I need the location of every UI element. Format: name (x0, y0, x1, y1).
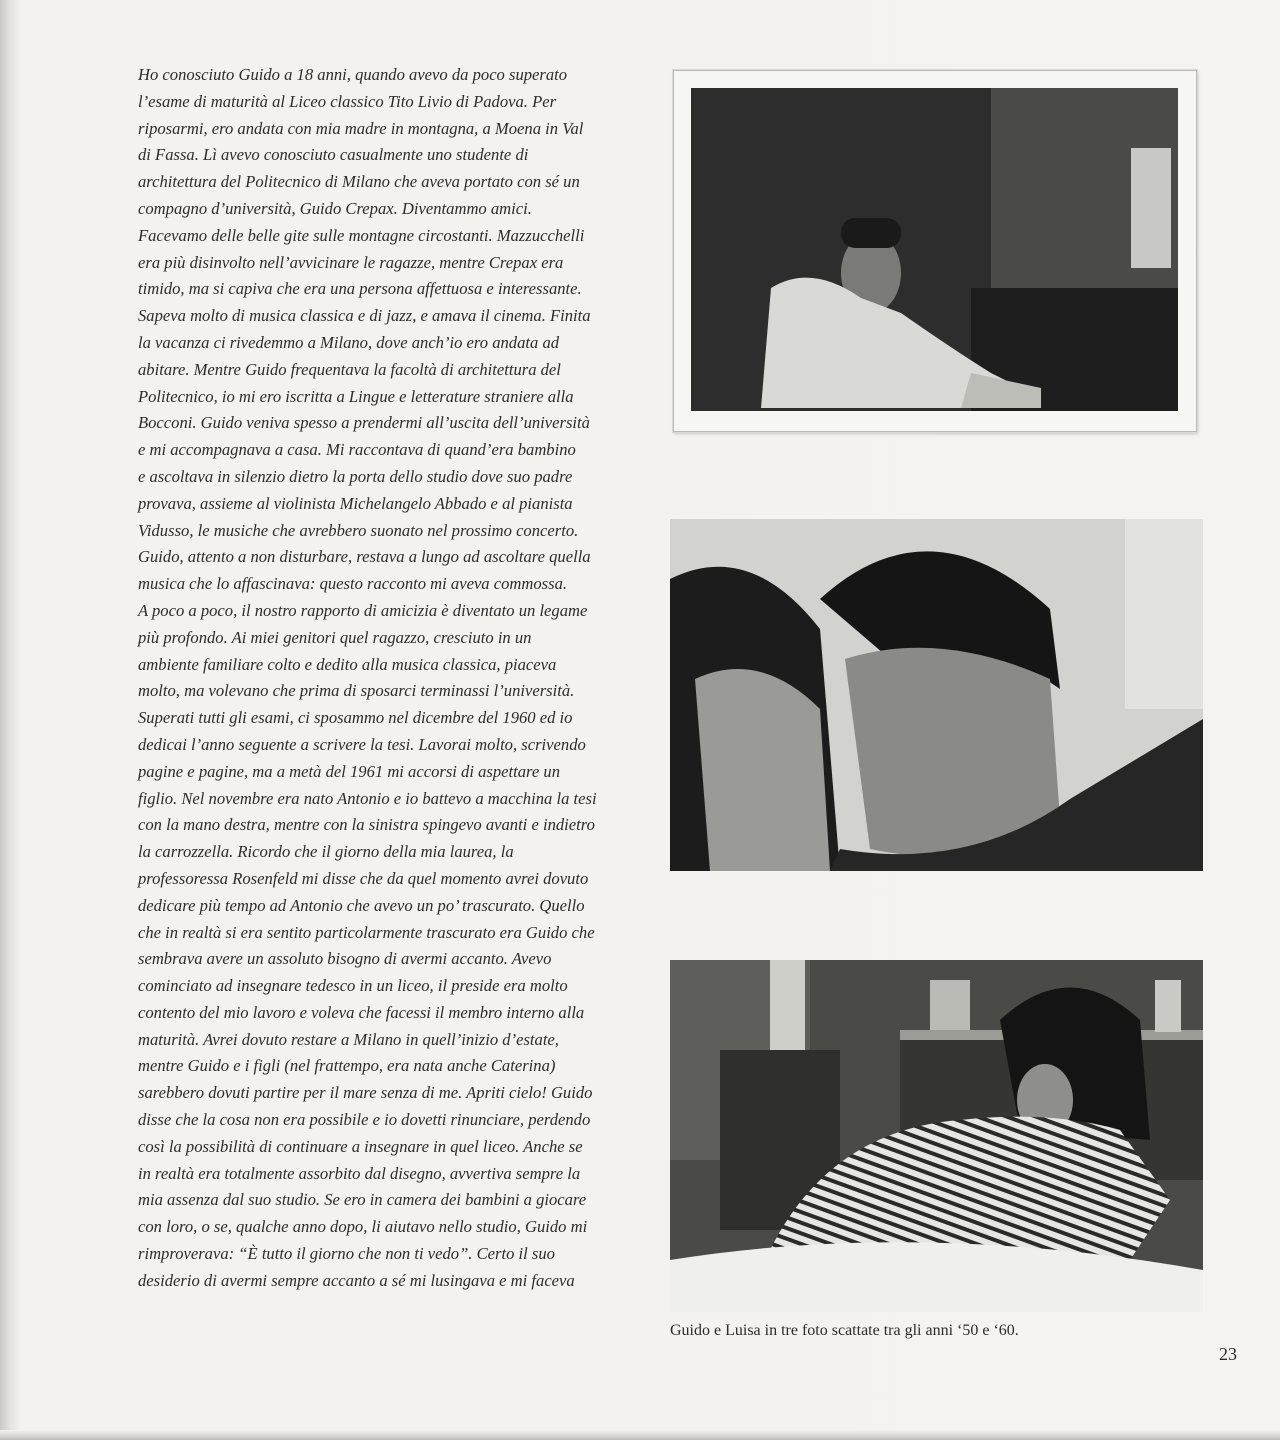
text-line: così la possibilità di continuare a insegnare in quel liceo. Anche se (138, 1136, 583, 1156)
text-line: contento del mio lavoro e voleva che facessi il membro interno alla (138, 1002, 585, 1022)
text-line: Ho conosciuto Guido a 18 anni, quando avevo da poco superato (138, 65, 568, 84)
text-line: sembrava avere un assoluto bisogno di avermi accanto. Avevo (138, 949, 552, 969)
photo-luisa-striped-shirt-image (670, 960, 1203, 1312)
text-line: disse che la cosa non era possibile e io dovetti rinunciare, perdendo (138, 1110, 591, 1130)
photo-guido-and-luisa-closeup (670, 519, 1203, 871)
text-line: timido, ma si capiva che era una persona affettuosa e interessante. (138, 279, 582, 299)
page-bottom-edge (0, 1430, 1280, 1440)
page-number: 23 (1219, 1344, 1237, 1364)
text-line: sarebbero dovuti partire per il mare senza di me. Apriti cielo! Guido (138, 1083, 593, 1103)
text-line: più profondo. Ai miei genitori quel ragazzo, cresciuto in un (138, 627, 532, 647)
text-line: figlio. Nel novembre era nato Antonio e io battevo a macchina la tesi (138, 788, 597, 808)
text-line: la carrozzella. Ricordo che il giorno della mia laurea, la (138, 842, 514, 862)
text-line: era più disinvolto nell’avvicinare le ragazze, mentre Crepax era (138, 252, 564, 272)
text-line: Superati tutti gli esami, ci sposammo nel dicembre del 1960 ed io (138, 708, 573, 728)
photo-guido-at-table (691, 88, 1178, 411)
text-line: musica che lo affascinava: questo racconto mi aveva commossa. (138, 574, 568, 594)
photo-caption: Guido e Luisa in tre foto scattate tra gli anni ‘50 e ‘60. (670, 1322, 1019, 1339)
text-line: cominciato ad insegnare tedesco in un liceo, il preside era molto (138, 976, 568, 996)
text-line: Facevamo delle belle gite sulle montagne circostanti. Mazzucchelli (138, 225, 585, 245)
photo-guido-at-table-image (691, 88, 1178, 411)
text-line: A poco a poco, il nostro rapporto di amicizia è diventato un legame (138, 600, 588, 620)
text-line: Bocconi. Guido veniva spesso a prendermi all’uscita dell’università (138, 413, 590, 433)
body-text (138, 62, 648, 1295)
text-line: di Fassa. Lì avevo conosciuto casualmente uno studente di (138, 145, 529, 165)
text-line: Guido, attento a non disturbare, restava a lungo ad ascoltare quella (138, 547, 591, 567)
text-line: la vacanza ci rivedemmo a Milano, dove anch’io ero andata ad (138, 332, 560, 352)
text-line: in realtà era totalmente assorbito dal disegno, avvertiva sempre la (138, 1163, 581, 1183)
text-line: mia assenza dal suo studio. Se ero in camera dei bambini a giocare (138, 1190, 587, 1210)
text-line: maturità. Avrei dovuto restare a Milano in quell’inizio d’estate, (138, 1029, 559, 1049)
text-line: desiderio di avermi sempre accanto a sé mi lusingava e mi faceva (138, 1270, 575, 1290)
text-line: dedicare più tempo ad Antonio che avevo un po’ trascurato. Quello (138, 895, 585, 915)
text-line: architettura del Politecnico di Milano che aveva portato con sé un (138, 172, 580, 192)
text-line: mentre Guido e i figli (nel frattempo, era nata anche Caterina) (138, 1056, 556, 1076)
text-line: ambiente familiare colto e dedito alla musica classica, piaceva (138, 654, 557, 674)
text-line: rimproverava: “È tutto il giorno che non ti vedo”. Certo il suo (138, 1244, 555, 1264)
text-line: Vidusso, le musiche che avrebbero suonato nel prossimo concerto. (138, 520, 579, 540)
text-line: con loro, o se, qualche anno dopo, li aiutavo nello studio, Guido mi (138, 1217, 588, 1237)
text-line: che in realtà si era sentito particolarmente trascurato era Guido che (138, 922, 595, 942)
text-line: professoressa Rosenfeld mi disse che da quel momento avrei dovuto (138, 868, 589, 888)
photo-guido-and-luisa-closeup-image (670, 519, 1203, 871)
text-line: provava, assieme al violinista Michelangelo Abbado e al pianista (138, 493, 573, 513)
text-line: riposarmi, ero andata con mia madre in montagna, a Moena in Val (138, 118, 584, 138)
text-line: pagine e pagine, ma a metà del 1961 mi accorsi di aspettare un (138, 761, 560, 781)
text-line: abitare. Mentre Guido frequentava la facoltà di architettura del (138, 359, 561, 379)
text-line: e ascoltava in silenzio dietro la porta dello studio dove suo padre (138, 466, 573, 486)
text-line: Sapeva molto di musica classica e di jazz, e amava il cinema. Finita (138, 306, 591, 326)
text-line: compagno d’università, Guido Crepax. Diventammo amici. (138, 198, 532, 218)
text-line: molto, ma volevano che prima di sposarci terminassi l’università. (138, 681, 575, 701)
text-line: Politecnico, io mi ero iscritta a Lingue e letterature straniere alla (138, 386, 574, 406)
text-line: con la mano destra, mentre con la sinistra spingevo avanti e indietro (138, 815, 595, 835)
text-line: e mi accompagnava a casa. Mi raccontava di quand’era bambino (138, 440, 576, 460)
text-line: l’esame di maturità al Liceo classico Tito Livio di Padova. Per (138, 91, 557, 111)
photo-luisa-striped-shirt (670, 960, 1203, 1312)
text-line: dedicai l’anno seguente a scrivere la tesi. Lavorai molto, scrivendo (138, 734, 586, 754)
